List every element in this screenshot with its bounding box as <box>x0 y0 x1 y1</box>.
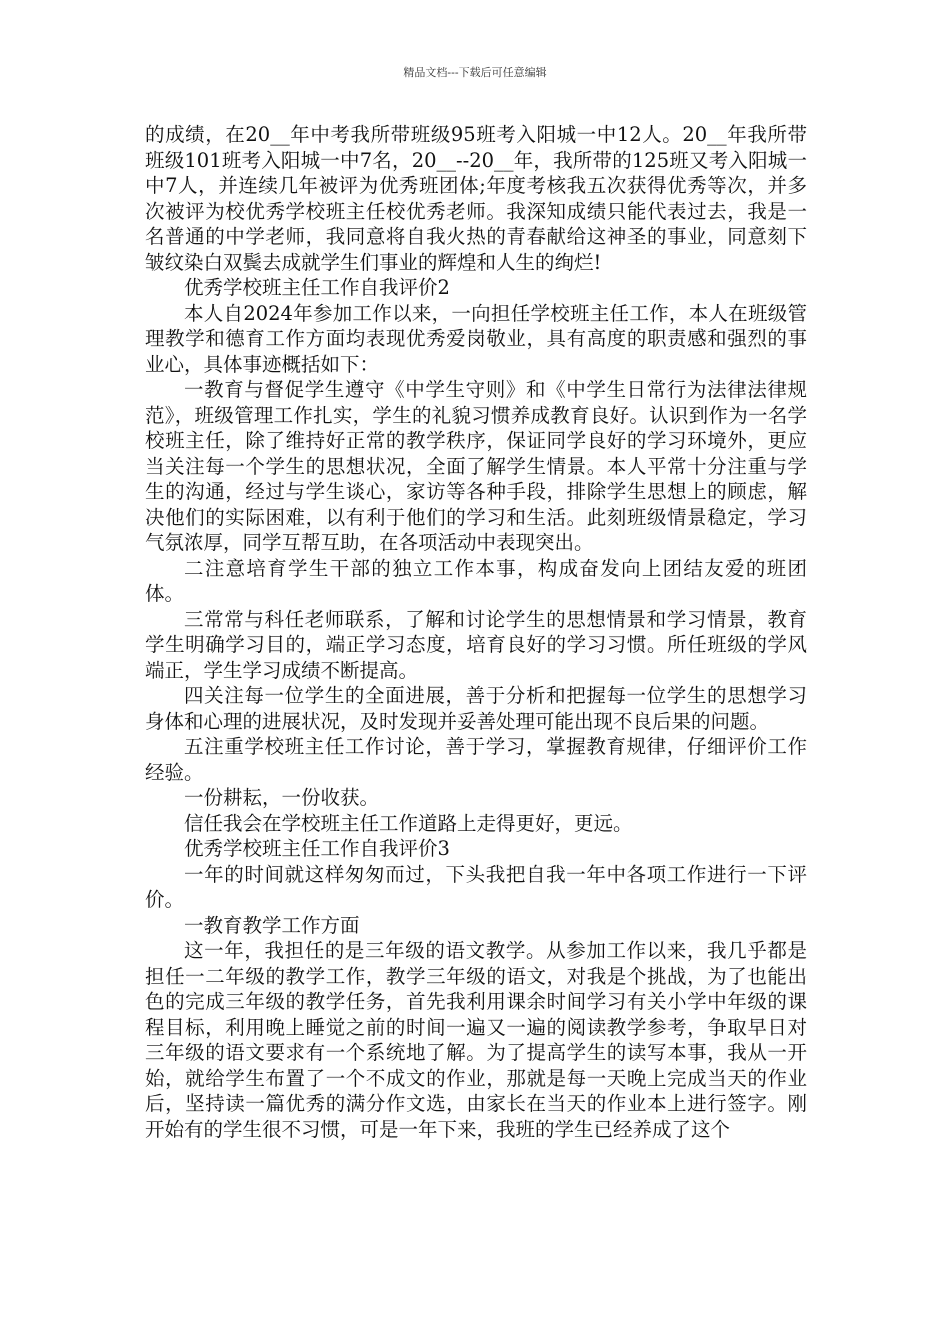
paragraph-point-2: 二注意培育学生干部的独立工作本事，构成奋发向上团结友爱的班团体。 <box>145 556 807 605</box>
paragraph-point-4: 四关注每一位学生的全面进展，善于分析和把握每一位学生的思想学习身体和心理的进展状况，及时发现并妥善处理可能出现不良后果的问题。 <box>145 684 807 733</box>
paragraph-intro-3: 一年的时间就这样匆匆而过，下头我把自我一年中各项工作进行一下评价。 <box>145 862 807 911</box>
subheading-teaching-work: 一教育教学工作方面 <box>184 913 360 937</box>
paragraph-teaching-details: 这一年，我担任的是三年级的语文教学。从参加工作以来，我几乎都是担任一二年级的教学工作，教学三年级的语文，对我是个挑战，为了也能出色的完成三年级的教学任务，首先我利用课余时间学习有关小学中年级的课程目标，利用晚上睡觉之前的时间一遍又一遍的阅读教学参考，争取早日对三年级的语文要求有一个系统地了解。为了提高学生的读写本事，我从一开始，就给学生布置了一个不成文的作业，那就是每一天晚上完成当天的作业后，坚持读一篇优秀的满分作文选，由家长在当天的作业本上进行签字。刚开始有的学生很不习惯，可是一年下来，我班的学生已经养成了这个 <box>145 939 807 1141</box>
paragraph-point-3: 三常常与科任老师联系，了解和讨论学生的思想情景和学习情景，教育学生明确学习目的，端正学习态度，培育良好的学习习惯。所任班级的学风端正，学生学习成绩不断提高。 <box>145 607 807 682</box>
paragraph-confidence: 信任我会在学校班主任工作道路上走得更好，更远。 <box>184 811 633 835</box>
paragraph-point-5: 五注重学校班主任工作讨论，善于学习，掌握教育规律，仔细评价工作经验。 <box>145 735 807 784</box>
section-heading-evaluation-3: 优秀学校班主任工作自我评价3 <box>184 837 450 860</box>
paragraph-point-1: 一教育与督促学生遵守《中学生守则》和《中学生日常行为法律法律规范》，班级管理工作扎实，学生的礼貌习惯养成教育良好。认识到作为一名学校班主任，除了维持好正常的教学秩序，保证同学良好的学习环境外，更应当关注每一个学生的思想状况，全面了解学生情景。本人平常十分注重与学生的沟通，经过与学生谈心，家访等各种手段，排除学生思想上的顾虑，解决他们的实际困难，以有利于他们的学习和生活。此刻班级情景稳定，学习气氛浓厚，同学互帮互助，在各项活动中表现突出。 <box>145 378 807 554</box>
section-heading-evaluation-2: 优秀学校班主任工作自我评价2 <box>184 276 450 299</box>
paragraph-harvest: 一份耕耘，一份收获。 <box>184 786 380 809</box>
paragraph-intro-2: 本人自2024年参加工作以来，一向担任学校班主任工作，本人在班级管理教学和德育工作方面均表现优秀爱岗敬业，具有高度的职责感和强烈的事业心，具体事迹概括如下： <box>145 301 807 376</box>
page-header: 精品文档---下载后可任意编辑 <box>403 66 547 79</box>
document-body <box>145 122 807 1142</box>
paragraph-continued-achievements: 的成绩，在20__年中考我所带班级95班考入阳城一中12人。20__年我所带班级101班考入阳城一中7名，20__--20__年，我所带的125班又考入阳城一中7人，并连续几年被评为优秀班团体;年度考核我五次获得优秀等次，并多次被评为校优秀学校班主任校优秀老师。我深知成绩只能代表过去，我是一名普通的中学老师，我同意将自我火热的青春献给这神圣的事业，同意刻下皱纹染白双鬓去成就学生们事业的辉煌和人生的绚烂! <box>145 123 807 274</box>
